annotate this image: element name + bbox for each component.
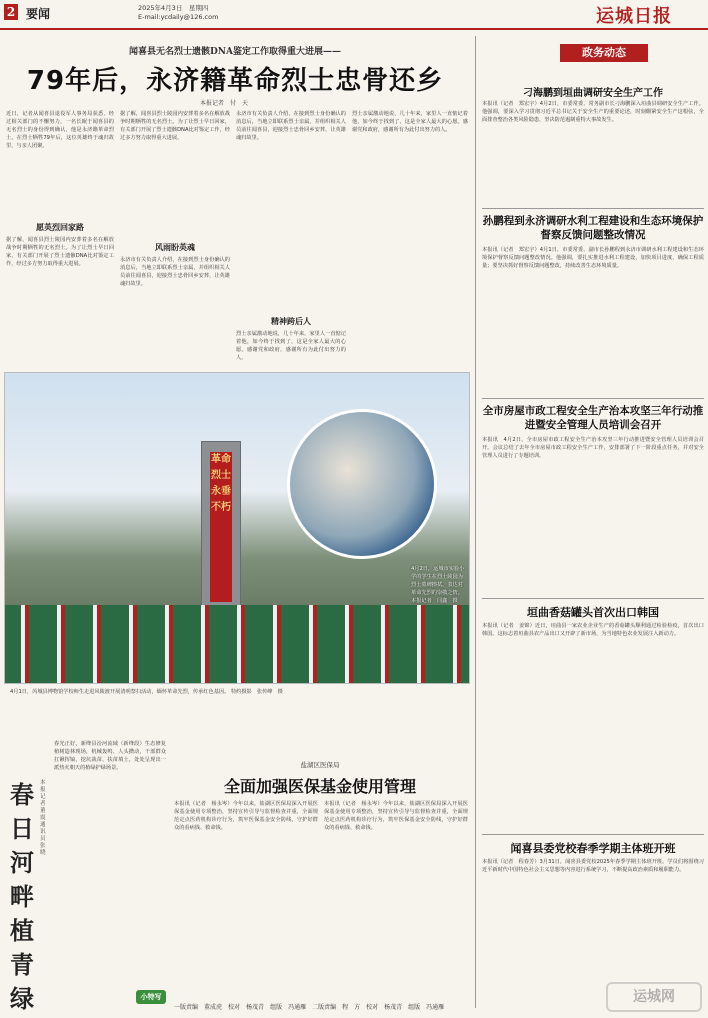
- story2-headline: 孙鹏程到永济调研水利工程建设和生态环境保护督察反馈问题整改情况: [482, 215, 704, 241]
- feature-byline: 本报记者 董震 通讯员 张晓: [40, 780, 52, 856]
- issue-date: 2025年4月3日 星期四: [138, 4, 209, 12]
- lead-col-1b: 据了解，闻喜县烈士陵园内安葬着多名在解放战争时期牺牲的无名烈士。为了让烈士早日回家，有关部门开展了烈士遗骸DNA比对鉴定工作，经过多方努力取得重大进展。: [6, 237, 114, 267]
- story2-text: 本报讯（记者 郑宏宇）4月1日，市委常委、副市长孙鹏程到永济市调研水利工程建设和生态环境保护督察反馈问题整改情况。他强调，要扎实推进水利工程建设，加快项目进度，确保工程质量；要坚决抓好督察反馈问题整改，持续改善生态环境质量。: [482, 247, 704, 269]
- feature-vertical-title: 春日河畔植青绿: [10, 780, 34, 1013]
- lead-col-1: 近日，记者从闻喜县退役军人事务局获悉，经过相关部门的不懈努力，一名长眠于闻喜县的无名烈士的身份得到确认，他是永济籍革命烈士。在烈士牺牲79年后，这位英雄终于魂归故里，与亲人团聚。: [6, 111, 114, 149]
- lead-kicker: 闻喜县无名烈士遗骸DNA鉴定工作取得重大进展——: [128, 47, 341, 57]
- monument-inscription: 革命烈士永垂不朽: [210, 452, 232, 602]
- lead-subhead-2: 风雨盼英魂: [155, 243, 195, 252]
- story5-text: 本报讯（记者 程春芳）3月31日，闻喜县委党校2025年春季学期主体班开班。学员们将围绕习近平新时代中国特色社会主义思想等内容进行系统学习，不断提高政治素质和履职能力。: [482, 859, 704, 873]
- story5-headline: 闻喜县委党校春季学期主体班开班: [510, 842, 676, 855]
- mid-col-1: 本报讯（记者 杨永岑）今年以来，盐湖区医保局深入开展医保基金使用专项整治，坚持宣传引导与监督检查并重，全面规范定点医药机构诊疗行为，筑牢医保基金安全防线，守护好群众的看病钱、救命钱。: [174, 801, 318, 831]
- students-crowd: [5, 605, 470, 684]
- story1-text: 本报讯（记者 郑宏宇）4月2日，市委常委、常务副市长刁海鹏深入垣曲县调研安全生产工作。他强调，要深入学习贯彻习近平总书记关于安全生产的重要论述，时刻绷紧安全生产这根弦，全面排查整治各类风险隐患，坚决防范遏制重特大事故发生。: [482, 101, 704, 123]
- inset-caption-text: 4月2日，运城市实验小学的学生在烈士陵园为烈士墓碑擦拭，表达对革命先烈的崇敬之情。: [411, 566, 465, 596]
- story1-headline: 刁海鹏到垣曲调研安全生产工作: [523, 88, 663, 99]
- story4-headline: 垣曲香菇罐头首次出口韩国: [527, 606, 659, 619]
- divider: [482, 598, 704, 599]
- monument: [201, 441, 241, 625]
- watermark: 运城网: [606, 982, 702, 1012]
- main-photo-caption: [10, 688, 466, 696]
- credit: 一版责编: [174, 1004, 199, 1011]
- mid-kicker: 盐湖区医保局: [300, 761, 340, 769]
- lead-col-3b: 烈士亲属激动地说，几十年来，家里人一直惦记着他，如今终于找到了，这是全家人最大的心愿。感谢党和政府，感谢所有为此付出努力的人。: [236, 331, 346, 361]
- lead-subhead-3: 精神跨后人: [271, 317, 311, 326]
- feature-text: 春光正好，新绛县汾河流域（新绛段）生态修复植树造林现场，机械轰鸣、人头攒动，干部群众扛锹挥镐，挖坑栽苗、扶苗填土，处处呈现出一派热火朝天的植绿护绿场景。: [54, 741, 166, 771]
- mid-headline: 全面加强医保基金使用管理: [223, 777, 416, 796]
- lead-col-3: 永济市有关负责人介绍，在接到烈士身份确认的消息后，当地立即联系烈士亲属，并组织相关人员前往闻喜县，迎接烈士忠骨回乡安葬，让英雄魂归故里。: [236, 111, 346, 141]
- divider: [482, 398, 704, 399]
- main-photo: [4, 372, 470, 684]
- column-divider: [475, 36, 476, 1008]
- lead-col-4: 烈士亲属激动地说，几十年来，家里人一直惦记着他，如今终于找到了，这是全家人最大的心愿。感谢党和政府，感谢所有为此付出努力的人。: [352, 111, 468, 133]
- inset-caption: [411, 565, 467, 684]
- divider: [482, 208, 704, 209]
- lead-col-2: 据了解，闻喜县烈士陵园内安葬着多名在解放战争时期牺牲的无名烈士。为了让烈士早日回家，有关部门开展了烈士遗骸DNA比对鉴定工作，经过多方努力取得重大进展。: [120, 111, 230, 141]
- inset-credit: 本报记者 闫鑫 摄: [411, 598, 458, 604]
- divider: [482, 834, 704, 835]
- credits-footer: [174, 1002, 470, 1011]
- mid-col-2: 本报讯（记者 杨永岑）今年以来，盐湖区医保局深入开展医保基金使用专项整治，坚持宣传引导与监督检查并重，全面规范定点医药机构诊疗行为，筑牢医保基金安全防线，守护好群众的看病钱、救命钱。: [324, 801, 468, 831]
- credit: 董成虎: [204, 1004, 223, 1011]
- story3-headline: 全市房屋市政工程安全生产治本攻坚三年行动推进暨安全管理人员培训会召开: [482, 405, 704, 431]
- lead-headline: 79年后，永济籍革命烈士忠骨还乡: [26, 66, 444, 96]
- small-feature-logo: 小特写: [136, 990, 166, 1004]
- main-caption-text: 4月1日，芮城县博物馆学校师生走进风陵渡开展清明祭扫活动，缅怀革命先烈，传承红色基因。: [10, 689, 230, 695]
- credit: 校对: [366, 1004, 379, 1011]
- credit: 冯通雁: [426, 1004, 445, 1011]
- lead-col-2b: 永济市有关负责人介绍，在接到烈士身份确认的消息后，当地立即联系烈士亲属，并组织相关人员前往闻喜县，迎接烈士忠骨回乡安葬，让英雄魂归故里。: [120, 257, 230, 287]
- credit: 程 方: [342, 1004, 361, 1011]
- credit: 冯通雁: [288, 1004, 307, 1011]
- story4-text: 本报讯（记者 姜锦）近日，垣曲县一家农业企业生产的香菇罐头顺利通过检验检疫，首次出口韩国。这标志着垣曲县农产品出口又开辟了新市场，为当地特色农业发展注入新动力。: [482, 623, 704, 637]
- email: E-mail:ycdaily@126.com: [138, 13, 219, 21]
- story3-text: 本报讯 4月2日，全市房屋市政工程安全生产治本攻坚三年行动推进暨安全管理人员培训会召开。会议总结了去年全市房屋市政工程安全生产工作，安排部署了下一阶段重点任务，并对安全管理人员进行了专题培训。: [482, 437, 704, 459]
- credit: 杨茂青: [246, 1004, 265, 1011]
- credit: 杨茂青: [384, 1004, 403, 1011]
- credit: 组版: [270, 1004, 283, 1011]
- lead-byline: 本报记者 付 天: [200, 100, 249, 107]
- section-tag-politics: 政务动态: [560, 44, 648, 62]
- main-caption-credit: 特约摄影 张传峰 摄: [230, 689, 283, 695]
- lead-subhead-1: 愿英烈回家路: [36, 223, 84, 232]
- credit: 校对: [228, 1004, 241, 1011]
- page-number: 2: [4, 4, 18, 20]
- inset-photo: [287, 409, 437, 559]
- credit: 二版责编: [312, 1004, 337, 1011]
- section-name: 要闻: [26, 7, 51, 21]
- masthead-logo: 运城日报: [596, 6, 672, 27]
- page-header: [0, 0, 708, 30]
- credit: 组版: [408, 1004, 421, 1011]
